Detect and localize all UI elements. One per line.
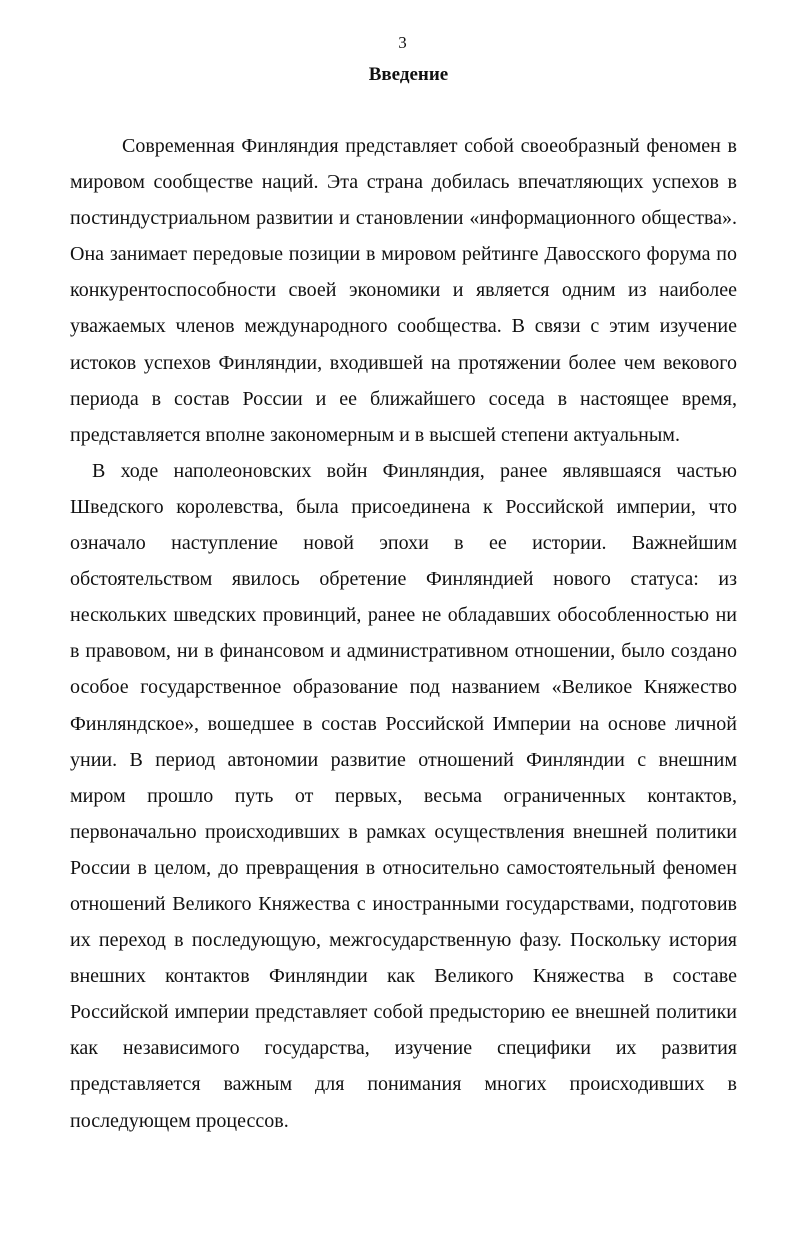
paragraph-history: В ходе наполеоновских войн Финляндия, ранее являвшаяся частью Шведского королевства, была присоединена к Российской империи, что означало наступление новой эпохи в ее истории. Важнейшим обстоятельством явилось обретение Финляндией нового статуса: из нескольких шведских провинций, ранее не обладавших обособленностью ни в правовом, ни в финансовом и административном отношении, было создано особое государственное образование под названием «Великое Княжество Финляндское», вошедшее в состав Российской Империи на основе личной унии. В период автономии развитие отношений Финляндии с внешним миром прошло путь от первых, весьма ограниченных контактов, первоначально происходивших в рамках осуществления внешней политики России в целом, до превращения в относительно самостоятельный феномен отношений Великого Княжества с иностранными государствами, подготовив их переход в последующую, межгосударственную фазу. Поскольку история внешних контактов Финляндии как Великого Княжества в составе Российской империи представляет собой предысторию ее внешней политики как независимого государства, изучение специфики их развития представляется важным для понимания многих происходивших в последующем процессов. <box>70 459 737 1132</box>
page-number: 3 <box>398 33 407 52</box>
paragraph-intro: Современная Финляндия представляет собой своеобразный феномен в мировом сообществе наций. Эта страна добилась впечатляющих успехов в постиндустриальном развитии и становлении «информационного общества». Она занимает передовые позиции в мировом рейтинге Давосского форума по конкурентоспособности своей экономики и является одним из наиболее уважаемых членов международного сообщества. В связи с этим изучение истоков успехов Финляндии, входившей на протяжении более чем векового периода в состав России и ее ближайшего соседа в настоящее время, представляется вполне закономерным и в высшей степени актуальным. <box>70 135 737 446</box>
document-body <box>70 128 737 1139</box>
page-title: Введение <box>368 64 449 85</box>
